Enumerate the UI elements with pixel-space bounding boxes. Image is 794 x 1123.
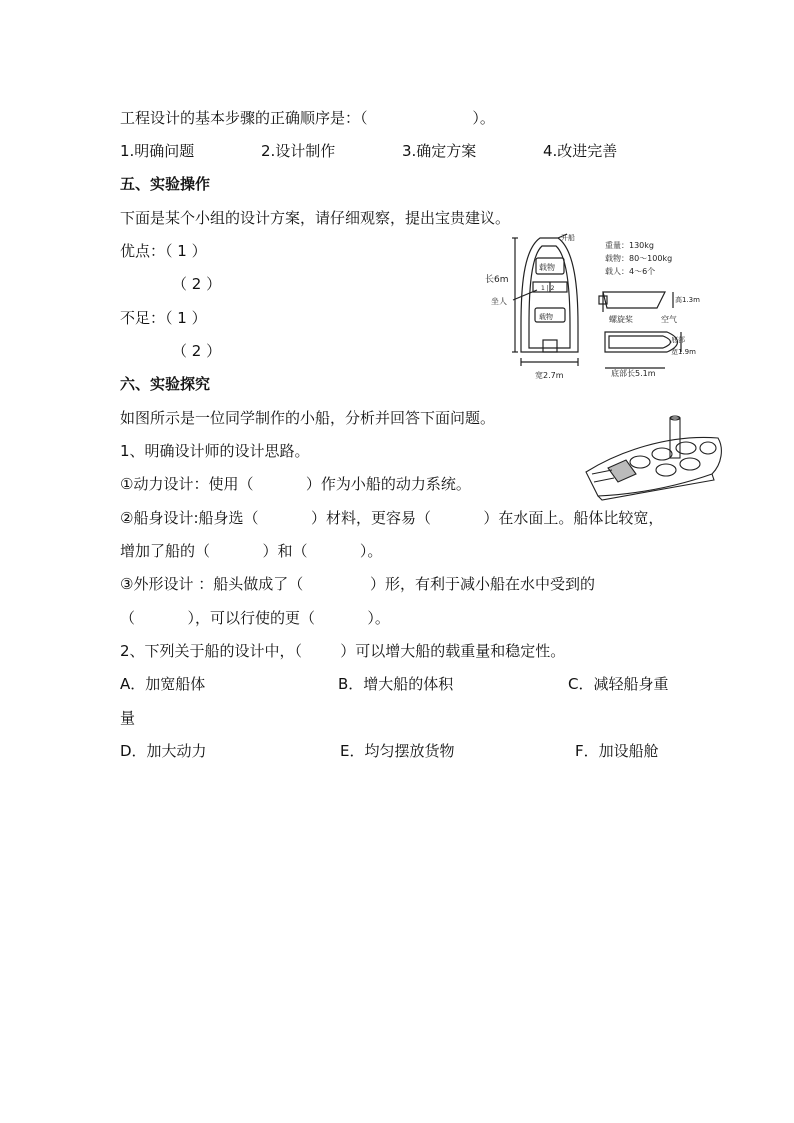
section6-title: 六、实验探究 — [120, 375, 211, 393]
label-top: 开船 — [561, 234, 575, 242]
boat-design-sketch — [485, 230, 700, 385]
option-a: A．加宽船体 — [120, 675, 206, 693]
q1-title: 1、明确设计师的设计思路。 — [120, 442, 310, 460]
option-c-wrap: 量 — [120, 709, 136, 727]
q2-title: 2、下列关于船的设计中，（ ）可以增大船的载重量和稳定性。 — [120, 642, 566, 660]
label-width: 宽2.7m — [535, 371, 564, 380]
q1-power: ①动力设计：使用（ ）作为小船的动力系统。 — [120, 475, 471, 493]
option-c: C．减轻船身重 — [568, 675, 669, 693]
label-height: 高1.3m — [675, 296, 700, 304]
label-cargo-top: 载物 — [539, 263, 555, 272]
steps-option-3: 3.确定方案 — [402, 142, 477, 160]
motor-box — [543, 340, 557, 352]
steps-option-4: 4.改进完善 — [543, 142, 618, 160]
side-view-hull — [603, 292, 665, 308]
cons-2: （ 2 ） — [172, 342, 222, 360]
q1-body-2: 增加了船的（ ）和（ ）。 — [120, 542, 383, 560]
label-seats: 1 | 2 — [541, 285, 555, 292]
label-bottom-length: 底部长5.1m — [611, 369, 656, 378]
section6-intro: 如图所示是一位同学制作的小船，分析并回答下面问题。 — [120, 409, 496, 427]
steps-option-1: 1.明确问题 — [120, 142, 195, 160]
label-propeller: 螺旋桨 — [609, 315, 633, 324]
label-air: 空气 — [661, 315, 677, 324]
section5-title: 五、实验操作 — [120, 175, 211, 193]
pros-label: 优点：（ 1 ） — [120, 242, 207, 260]
section5-intro: 下面是某个小组的设计方案，请仔细观察，提出宝贵建议。 — [120, 209, 511, 227]
label-load: 载物：80～100kg — [605, 254, 673, 263]
cons-label: 不足：（ 1 ） — [120, 309, 207, 327]
boat-hull — [586, 437, 721, 496]
steps-option-2: 2.设计制作 — [261, 142, 336, 160]
steps-question: 工程设计的基本步骤的正确顺序是：（ ）。 — [120, 109, 495, 127]
small-boat-illustration — [578, 412, 728, 502]
label-bottom-width-2: 宽1.9m — [671, 348, 696, 356]
q1-shape: ③外形设计 ：船头做成了（ ）形，有利于减小船在水中受到的 — [120, 575, 595, 593]
label-length: 长6m — [485, 275, 509, 285]
label-weight: 重量：130kg — [605, 241, 654, 250]
q1-shape-2: （ ），可以行使的更（ ）。 — [120, 609, 390, 627]
label-cargo-bottom: 载物 — [539, 313, 553, 321]
label-bottom-width-1: 底部 — [671, 336, 685, 344]
pros-2: （ 2 ） — [172, 275, 222, 293]
label-people: 坐人 — [491, 297, 507, 306]
option-d: D．加大动力 — [120, 742, 207, 760]
label-persons: 载人：4～6个 — [605, 267, 656, 276]
bottom-view-hull — [605, 332, 678, 352]
option-e: E．均匀摆放货物 — [340, 742, 455, 760]
option-b: B．增大船的体积 — [338, 675, 454, 693]
q1-body: ②船身设计:船身选（ ）材料，更容易（ ）在水面上。船体比较宽， — [120, 509, 664, 527]
option-f: F．加设船舱 — [575, 742, 659, 760]
